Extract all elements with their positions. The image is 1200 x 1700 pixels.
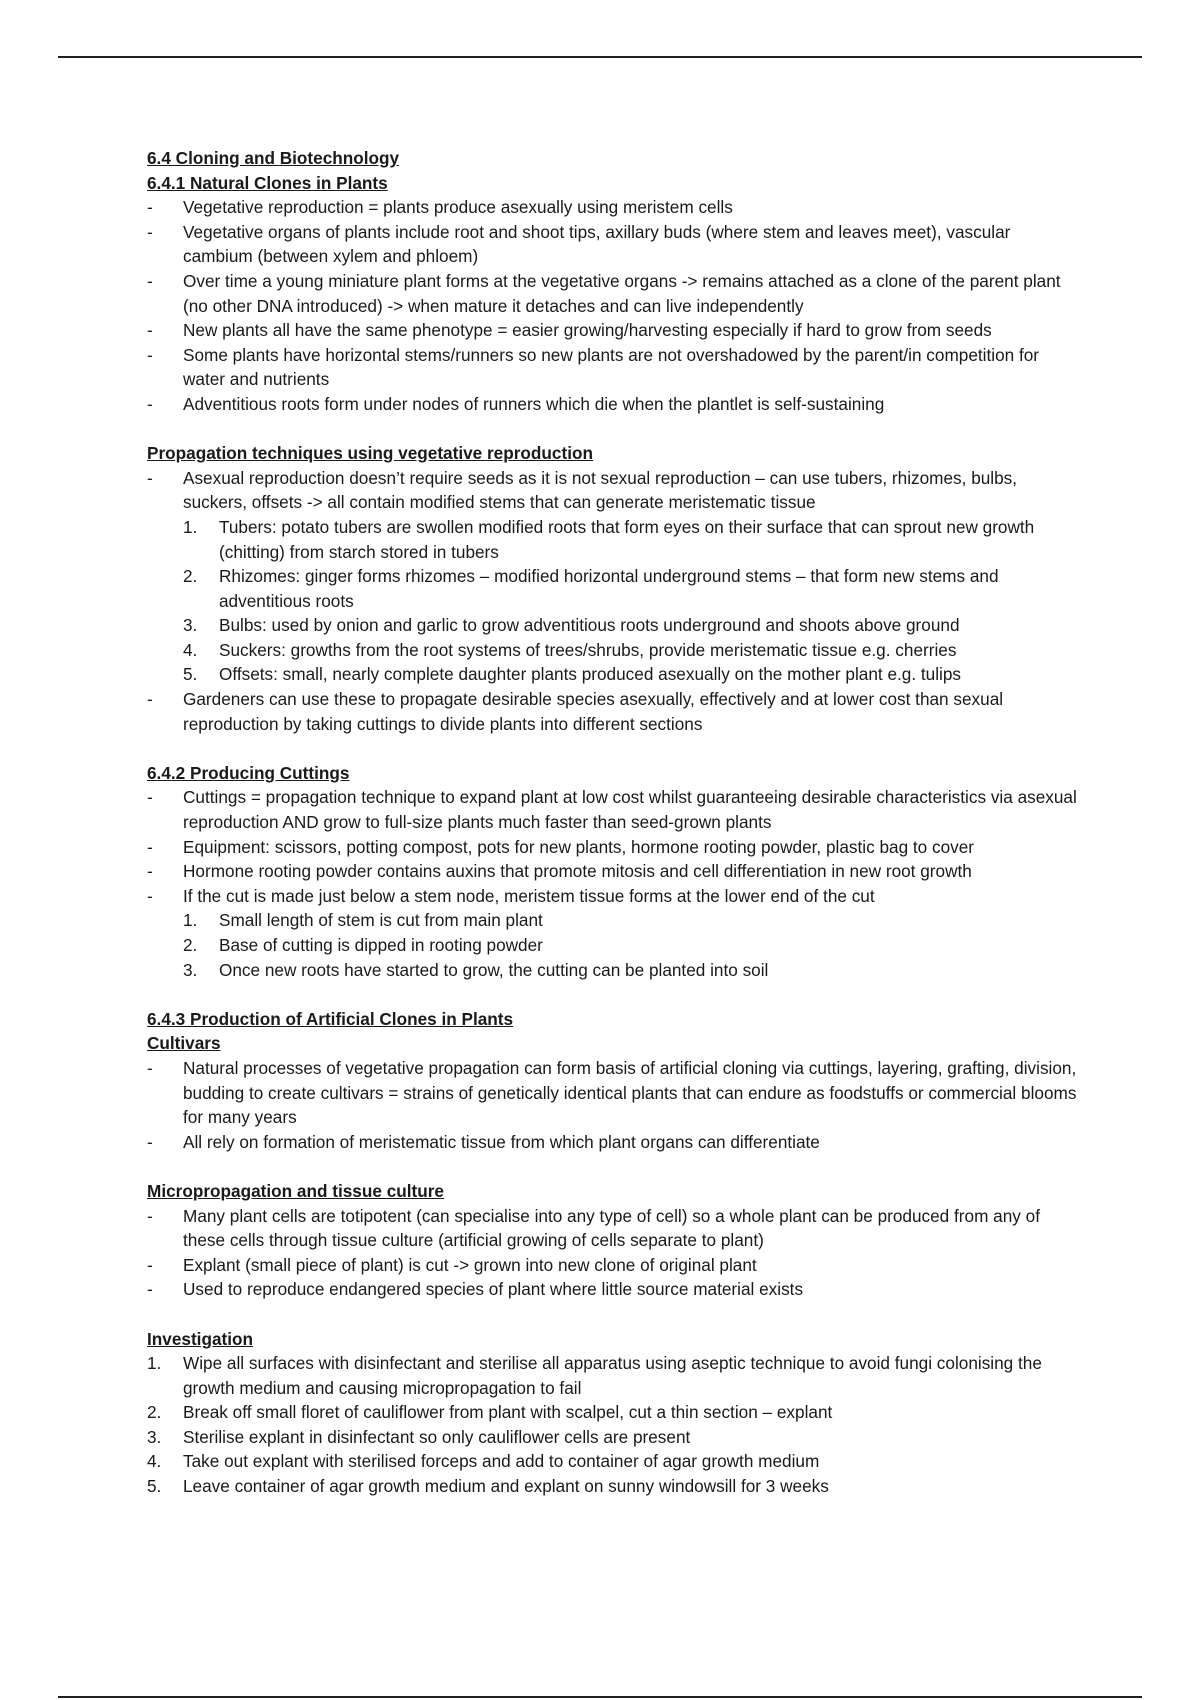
numbered-item: 1. Small length of stem is cut from main plant [183, 908, 1077, 933]
list-item: - Equipment: scissors, potting compost, pots for new plants, hormone rooting powder, plastic bag to cover [147, 835, 1077, 860]
list-number: 4. [147, 1451, 162, 1472]
propagation-intro-list [147, 466, 1077, 515]
list-number: 3. [147, 1426, 162, 1447]
list-item: - All rely on formation of meristematic tissue from which plant organs can differentiate [147, 1130, 1077, 1155]
list-item: - Natural processes of vegetative propagation can form basis of artificial cloning via cuttings, layering, grafting, division, budding to create cultivars = strains of genetically identical plants that can endure as foodstuffs or commercial blooms for many years [147, 1056, 1077, 1130]
list-item: - Over time a young miniature plant forms at the vegetative organs -> remains attached as a clone of the parent plant (no other DNA introduced) -> when mature it detaches and can live independently [147, 269, 1077, 318]
top-rule [58, 56, 1142, 58]
numbered-item: 4. Take out explant with sterilised forceps and add to container of agar growth medium [147, 1449, 1077, 1474]
list-item: - Asexual reproduction doesn’t require seeds as it is not sexual reproduction – can use tubers, rhizomes, bulbs, suckers, offsets -> all contain modified stems that can generate meristematic tissue [147, 466, 1077, 515]
numbered-item: 2. Break off small floret of cauliflower from plant with scalpel, cut a thin section – explant [147, 1400, 1077, 1425]
cuttings-list [147, 785, 1077, 908]
numbered-item: 3. Bulbs: used by onion and garlic to grow adventitious roots underground and shoots above ground [183, 613, 1077, 638]
list-number: 5. [183, 664, 198, 685]
section-heading-cloning: 6.4 Cloning and Biotechnology [147, 148, 400, 168]
numbered-item: 3. Sterilise explant in disinfectant so only cauliflower cells are present [147, 1425, 1077, 1450]
propagation-outro-list [147, 687, 1077, 736]
list-number: 2. [183, 566, 198, 587]
numbered-item: 4. Suckers: growths from the root systems of trees/shrubs, provide meristematic tissue e.g. cherries [183, 638, 1077, 663]
numbered-item: 2. Rhizomes: ginger forms rhizomes – modified horizontal underground stems – that form new stems and adventitious roots [183, 566, 999, 611]
heading-investigation: Investigation [147, 1328, 254, 1349]
numbered-item: 1. Wipe all surfaces with disinfectant and sterilise all apparatus using aseptic technique to avoid fungi colonising the growth medium and causing micropropagation to fail [147, 1353, 1042, 1398]
list-item: - If the cut is made just below a stem node, meristem tissue forms at the lower end of the cut [147, 884, 1077, 909]
numbered-item: 5. Offsets: small, nearly complete daughter plants produced asexually on the mother plant e.g. tulips [183, 662, 1077, 687]
cultivars-list [147, 1056, 1077, 1154]
numbered-item: 2. Base of cutting is dipped in rooting powder [183, 933, 1077, 958]
document-body [147, 146, 1077, 1499]
heading-producing-cuttings: 6.4.2 Producing Cuttings [147, 762, 350, 783]
list-number: 1. [147, 1353, 162, 1374]
numbered-item: 3. Once new roots have started to grow, the cutting can be planted into soil [183, 958, 1077, 983]
numbered-item: 5. Leave container of agar growth medium and explant on sunny windowsill for 3 weeks [147, 1474, 1077, 1499]
list-item: - Used to reproduce endangered species of plant where little source material exists [147, 1277, 1077, 1302]
list-number: 4. [183, 639, 198, 660]
list-item: - Hormone rooting powder contains auxins that promote mitosis and cell differentiation in new root growth [147, 859, 1077, 884]
list-number: 2. [183, 935, 198, 955]
list-item: - Vegetative reproduction = plants produce asexually using meristem cells [147, 195, 1077, 220]
numbered-item: 1. Tubers: potato tubers are swollen modified roots that form eyes on their surface that can sprout new growth (chitting) from starch stored in tubers [183, 516, 1035, 562]
list-item: - New plants all have the same phenotype = easier growing/harvesting especially if hard to grow from seeds [147, 318, 1077, 343]
list-item: - Explant (small piece of plant) is cut -> grown into new clone of original plant [147, 1253, 1077, 1278]
bottom-rule [58, 1696, 1142, 1698]
list-number: 5. [147, 1476, 162, 1497]
list-item: - Adventitious roots form under nodes of runners which die when the plantlet is self-sustaining [147, 392, 1077, 417]
natural-clones-list [147, 195, 1077, 416]
heading-propagation-techniques: Propagation techniques using vegetative reproduction [147, 443, 593, 464]
list-item: - Gardeners can use these to propagate desirable species asexually, effectively and at lower cost than sexual reproduction by taking cuttings to divide plants into different sections [147, 687, 1077, 736]
heading-artificial-clones: 6.4.3 Production of Artificial Clones in Plants [147, 1008, 514, 1029]
heading-micropropagation: Micropropagation and tissue culture [147, 1180, 444, 1201]
list-item: - Cuttings = propagation technique to expand plant at low cost whilst guaranteeing desirable characteristics via asexual reproduction AND grow to full-size plants much faster than seed-grown plants [147, 785, 1077, 834]
list-number: 1. [183, 516, 198, 537]
list-number: 1. [183, 910, 198, 931]
list-item: - Many plant cells are totipotent (can specialise into any type of cell) so a whole plant can be produced from any of these cells through tissue culture (artificial growing of cells separate to plant) [147, 1204, 1077, 1253]
subheading-cultivars: Cultivars [147, 1033, 221, 1054]
investigation-steps [147, 1351, 1077, 1499]
micropropagation-list [147, 1204, 1077, 1302]
list-number: 3. [183, 959, 198, 980]
list-number: 2. [147, 1402, 162, 1423]
list-number: 3. [183, 615, 198, 636]
cuttings-numbered-list [183, 908, 1077, 982]
propagation-numbered-list [183, 515, 1077, 687]
list-item: - Vegetative organs of plants include root and shoot tips, axillary buds (where stem and leaves meet), vascular cambium (between xylem and phloem) [147, 220, 1077, 269]
list-item: - Some plants have horizontal stems/runners so new plants are not overshadowed by the parent/in competition for water and nutrients [147, 343, 1077, 392]
subheading-natural-clones: 6.4.1 Natural Clones in Plants [147, 172, 388, 193]
